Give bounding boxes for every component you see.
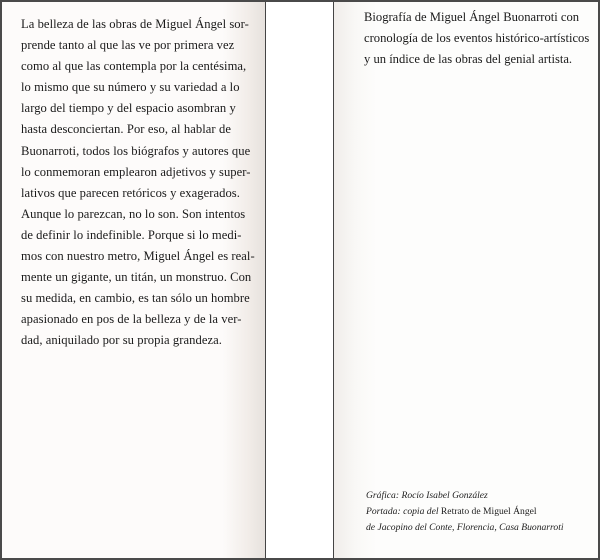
credit-portada-source: de Jacopino del Conte, Florencia, Casa Buonarroti xyxy=(366,522,564,534)
text-line: dad, aniquilado por su propia grandeza. xyxy=(21,333,222,348)
text-line: como al que las contempla por la centésima, xyxy=(21,59,247,74)
text-line: prende tanto al que las ve por primera vez xyxy=(21,38,235,53)
credit-portada-label: Portada: xyxy=(366,506,401,518)
text-line: La belleza de las obras de Miguel Ángel sor- xyxy=(21,17,249,31)
summary-line: y un índice de las obras del genial artista. xyxy=(364,52,573,67)
text-line: de definir lo indefinible. Porque si lo medi- xyxy=(21,227,242,242)
credit-portada-title: Retrato de Miguel Ángel xyxy=(440,506,537,518)
summary-line: Biografía de Miguel Ángel Buonarroti con xyxy=(364,10,580,24)
credit-portada-italic: copia del xyxy=(403,506,439,518)
text-line: largo del tiempo y del espacio asombran y xyxy=(21,101,236,116)
text-line: apasionado en pos de la belleza y de la ver- xyxy=(21,312,242,327)
credit-grafica-label: Gráfica: xyxy=(366,490,400,501)
summary-line: cronología de los eventos histórico-artísticos xyxy=(364,31,590,46)
text-line: Buonarroti, todos los biógrafos y autores que xyxy=(21,143,251,158)
credit-grafica-value: Rocío Isabel González xyxy=(401,490,488,501)
text-line: mos con nuestro metro, Miguel Ángel es real- xyxy=(21,249,255,264)
text-line: hasta desconciertan. Por eso, al hablar de xyxy=(21,122,231,137)
text-line: lativos que parecen retóricos y exagerados. xyxy=(21,185,240,200)
text-line: su medida, en cambio, es tan sólo un hombre xyxy=(21,291,250,306)
text-line: lo conmemoran emplearon adjetivos y super- xyxy=(21,164,251,179)
text-line: Aunque lo parezcan, no lo son. Son intentos xyxy=(21,206,246,221)
text-line: mente un gigante, un titán, un monstruo. Con xyxy=(21,270,252,285)
text-line: lo mismo que su número y su variedad a lo xyxy=(21,80,240,95)
